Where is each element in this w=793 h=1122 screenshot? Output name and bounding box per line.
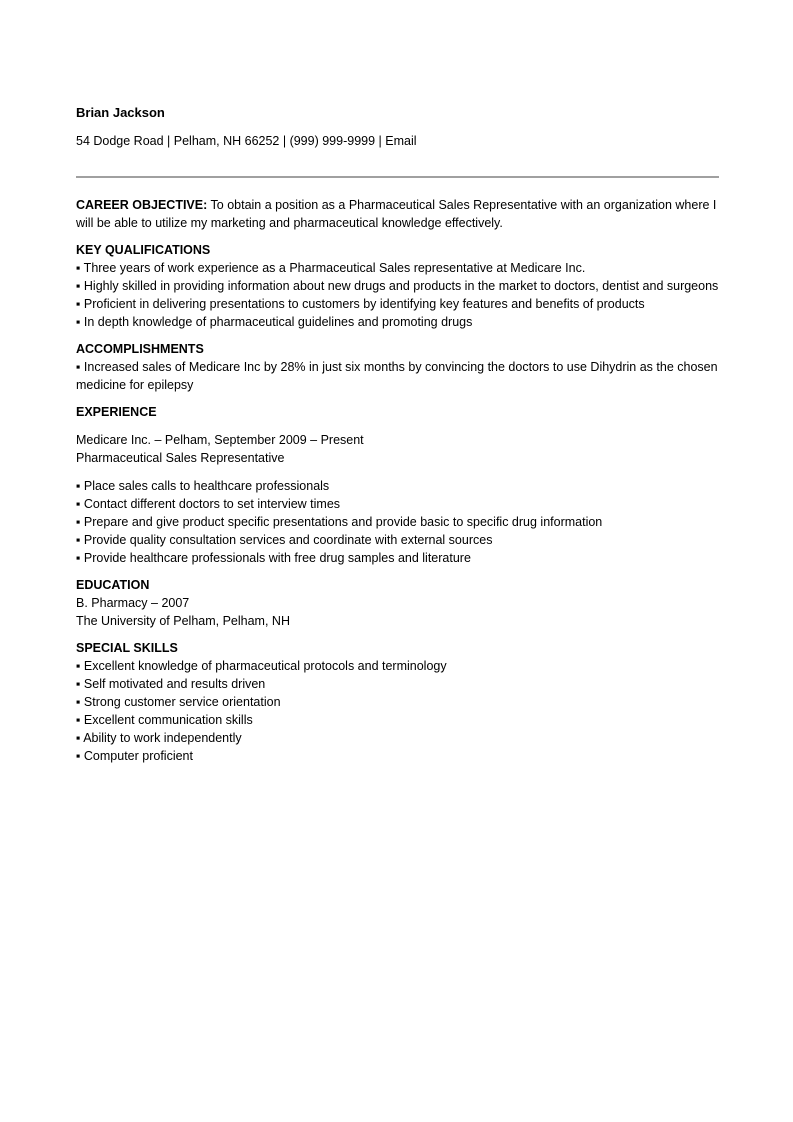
- skills-list: [76, 657, 719, 765]
- education-section: [76, 576, 719, 630]
- list-item: ▪ Contact different doctors to set interview times: [76, 497, 341, 511]
- list-item: ▪ Three years of work experience as a Pharmaceutical Sales representative at Medicare Inc.: [76, 261, 586, 275]
- contact-line: 54 Dodge Road | Pelham, NH 66252 | (999) 999-9999 | Email: [76, 134, 417, 148]
- section-title-special-skills: SPECIAL SKILLS: [76, 641, 178, 655]
- list-item: ▪ Proficient in delivering presentations to customers by identifying key features and benefits of products: [76, 297, 645, 311]
- list-item: ▪ Place sales calls to healthcare professionals: [76, 479, 330, 493]
- experience-employer: Medicare Inc. – Pelham, September 2009 – Present: [76, 433, 364, 447]
- list-item: ▪ Highly skilled in providing information about new drugs and products in the market to doctors, dentist and surgeons: [76, 279, 719, 293]
- qualifications-list: [76, 259, 719, 331]
- resume-page: [76, 104, 719, 765]
- list-item: ▪ In depth knowledge of pharmaceutical guidelines and promoting drugs: [76, 315, 473, 329]
- experience-duties-list: [76, 477, 719, 567]
- list-item: ▪ Excellent communication skills: [76, 713, 253, 727]
- special-skills-section: [76, 639, 719, 765]
- list-item: ▪ Increased sales of Medicare Inc by 28% in just six months by convincing the doctors to use Dihydrin as the chosen medicine for epilepsy: [76, 360, 718, 392]
- list-item: ▪ Computer proficient: [76, 749, 193, 763]
- experience-section: [76, 403, 719, 567]
- section-title-accomplishments: ACCOMPLISHMENTS: [76, 342, 204, 356]
- section-title-key-qualifications: KEY QUALIFICATIONS: [76, 243, 211, 257]
- list-item: ▪ Excellent knowledge of pharmaceutical protocols and terminology: [76, 659, 447, 673]
- accomplishments-list: [76, 358, 719, 394]
- list-item: ▪ Provide healthcare professionals with free drug samples and literature: [76, 551, 471, 565]
- experience-position: Pharmaceutical Sales Representative: [76, 451, 285, 465]
- objective-label: CAREER OBJECTIVE:: [76, 198, 208, 212]
- candidate-name: Brian Jackson: [76, 105, 165, 120]
- list-item: ▪ Strong customer service orientation: [76, 695, 281, 709]
- spacer: [76, 467, 719, 477]
- key-qualifications-section: [76, 241, 719, 331]
- education-degree: B. Pharmacy – 2007: [76, 596, 190, 610]
- spacer: [76, 421, 719, 431]
- education-school: The University of Pelham, Pelham, NH: [76, 614, 290, 628]
- list-item: ▪ Provide quality consultation services and coordinate with external sources: [76, 533, 493, 547]
- accomplishments-section: [76, 340, 719, 394]
- section-title-education: EDUCATION: [76, 578, 150, 592]
- list-item: ▪ Ability to work independently: [76, 731, 242, 745]
- objective-text: To obtain a position as a Pharmaceutical Sales Representative with an organization where I will be able to utilize my marketing and pharmaceutical knowledge effectively.: [76, 198, 717, 230]
- list-item: ▪ Self motivated and results driven: [76, 677, 266, 691]
- header-divider: [76, 176, 719, 178]
- list-item: ▪ Prepare and give product specific presentations and provide basic to specific drug information: [76, 515, 603, 529]
- career-objective: [76, 196, 719, 232]
- section-title-experience: EXPERIENCE: [76, 405, 157, 419]
